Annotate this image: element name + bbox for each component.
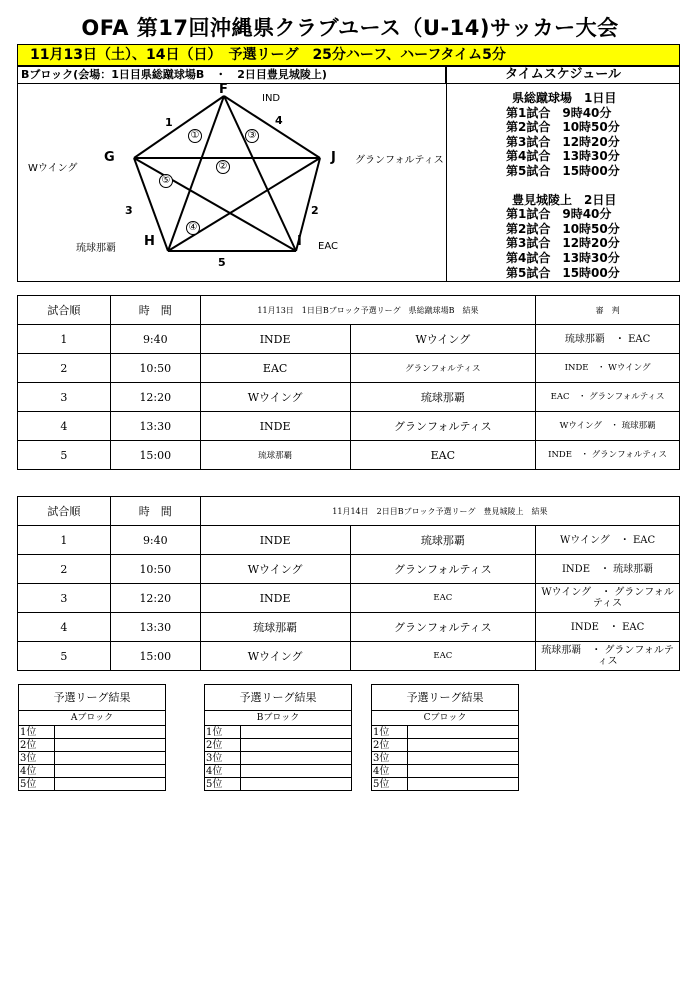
- rank-entry[interactable]: [241, 765, 352, 778]
- table-header-row: [18, 296, 680, 325]
- vertex-h: H: [144, 234, 155, 249]
- ranking-table: [18, 725, 166, 791]
- match-time: 9:40: [110, 526, 200, 555]
- table-title: 11月13日 1日目Bブロック予選リーグ 県総蹴球場B 結果: [200, 296, 535, 325]
- rank-label: 5位: [19, 778, 55, 791]
- referee: EAC ・ グランフォルティス: [536, 383, 680, 412]
- rank-entry[interactable]: [408, 778, 519, 791]
- rank-label: 5位: [205, 778, 241, 791]
- ranking-row: [205, 726, 352, 739]
- day2-slot: 第1試合 9時40分: [506, 207, 612, 222]
- results-block-a: [18, 684, 166, 791]
- col-order-header: 試合順: [18, 296, 111, 325]
- results-block-name: Aブロック: [18, 710, 166, 725]
- team-label-g: Wウイング: [28, 163, 78, 174]
- home-team: Wウイング: [200, 555, 350, 584]
- day1-venue: 県総蹴球場 1日目: [512, 91, 617, 105]
- ranking-row: [372, 739, 519, 752]
- ranking-row: [205, 752, 352, 765]
- away-team: EAC: [350, 584, 536, 613]
- referee: INDE ・ 琉球那覇: [536, 555, 680, 584]
- home-team: EAC: [200, 354, 350, 383]
- day2-slot: 第2試合 10時50分: [506, 221, 620, 236]
- edge-number: 4: [275, 114, 283, 127]
- match-number: 2: [18, 555, 111, 584]
- edge-number: 1: [165, 116, 173, 129]
- rank-label: 4位: [205, 765, 241, 778]
- home-team: Wウイング: [200, 383, 350, 412]
- edge-number: 5: [218, 256, 226, 269]
- rank-entry[interactable]: [55, 778, 166, 791]
- rank-label: 5位: [372, 778, 408, 791]
- rank-label: 2位: [205, 739, 241, 752]
- vertex-g: G: [104, 150, 115, 165]
- rank-label: 1位: [205, 726, 241, 739]
- results-block-c: [371, 684, 519, 791]
- away-team: 琉球那覇: [350, 383, 536, 412]
- match-time: 10:50: [110, 555, 200, 584]
- day2-slot: 第3試合 12時20分: [506, 236, 620, 251]
- home-team: 琉球那覇: [200, 441, 350, 470]
- day1-slot: 第4試合 13時30分: [506, 149, 620, 164]
- rank-entry[interactable]: [55, 739, 166, 752]
- ranking-row: [19, 752, 166, 765]
- block-label: Bブロック(会場：1日目県総蹴球場B ・ 2日目豊見城陵上): [18, 67, 446, 84]
- match-number: 3: [18, 584, 111, 613]
- match-number: 4: [18, 412, 111, 441]
- table-row: [18, 412, 680, 441]
- ranking-row: [19, 726, 166, 739]
- match-number: 1: [18, 325, 111, 354]
- referee: 琉球那覇 ・ EAC: [536, 325, 680, 354]
- day1-slot: 第5試合 15時00分: [506, 163, 620, 178]
- match-number: 3: [18, 383, 111, 412]
- ranking-row: [205, 765, 352, 778]
- referee: Wウイング ・ EAC: [536, 526, 680, 555]
- match-time: 12:20: [110, 584, 200, 613]
- referee: Wウイング ・ グランフォルティス: [536, 584, 680, 613]
- col-referee-header: 審 判: [536, 296, 680, 325]
- rank-label: 3位: [372, 752, 408, 765]
- table-row: [18, 642, 680, 671]
- match-marker: ④: [186, 221, 200, 235]
- match-marker: ⑤: [159, 174, 173, 188]
- match-number: 1: [18, 526, 111, 555]
- referee: INDE ・ グランフォルティス: [536, 441, 680, 470]
- match-marker: ②: [216, 160, 230, 174]
- table-row: [18, 383, 680, 412]
- col-time-header: 時 間: [110, 497, 200, 526]
- col-order-header: 試合順: [18, 497, 111, 526]
- edge-number: 3: [125, 204, 133, 217]
- team-label-h: 琉球那覇: [76, 243, 116, 254]
- col-time-header: 時 間: [110, 296, 200, 325]
- match-marker: ①: [188, 129, 202, 143]
- match-number: 2: [18, 354, 111, 383]
- ranking-row: [372, 778, 519, 791]
- day2-slot: 第5試合 15時00分: [506, 265, 620, 280]
- referee: INDE ・ EAC: [536, 613, 680, 642]
- match-time: 10:50: [110, 354, 200, 383]
- table-header-row: [18, 497, 680, 526]
- table-row: [18, 584, 680, 613]
- ranking-row: [372, 726, 519, 739]
- day1-match-table: [17, 295, 680, 470]
- results-title: 予選リーグ結果: [371, 684, 519, 710]
- match-time: 13:30: [110, 613, 200, 642]
- day2-match-table: [17, 496, 680, 671]
- team-label-f: IND: [262, 93, 281, 104]
- match-time: 12:20: [110, 383, 200, 412]
- table-title: 11月14日 2日目Bブロック予選リーグ 豊見城陵上 結果: [200, 497, 679, 526]
- away-team: グランフォルティス: [350, 354, 536, 383]
- rank-entry[interactable]: [241, 778, 352, 791]
- rank-entry[interactable]: [241, 739, 352, 752]
- match-number: 4: [18, 613, 111, 642]
- match-number: 5: [18, 642, 111, 671]
- home-team: INDE: [200, 412, 350, 441]
- away-team: グランフォルティス: [350, 555, 536, 584]
- rank-entry[interactable]: [241, 726, 352, 739]
- results-title: 予選リーグ結果: [204, 684, 352, 710]
- rank-label: 3位: [19, 752, 55, 765]
- match-time: 15:00: [110, 441, 200, 470]
- day1-slot: 第1試合 9時40分: [506, 105, 612, 120]
- away-team: 琉球那覇: [350, 526, 536, 555]
- ranking-row: [205, 739, 352, 752]
- match-time: 15:00: [110, 642, 200, 671]
- home-team: INDE: [200, 325, 350, 354]
- ranking-table: [204, 725, 352, 791]
- ranking-row: [372, 765, 519, 778]
- away-team: グランフォルティス: [350, 613, 536, 642]
- ranking-row: [19, 778, 166, 791]
- results-block-name: Cブロック: [371, 710, 519, 725]
- away-team: グランフォルティス: [350, 412, 536, 441]
- rank-label: 4位: [372, 765, 408, 778]
- time-schedule: [500, 91, 620, 280]
- table-row: [18, 555, 680, 584]
- rank-entry[interactable]: [55, 726, 166, 739]
- vertex-i: I: [297, 234, 302, 249]
- referee: Wウイング ・ 琉球那覇: [536, 412, 680, 441]
- vertex-j: J: [331, 150, 336, 165]
- rank-label: 4位: [19, 765, 55, 778]
- ranking-row: [19, 765, 166, 778]
- schedule-banner: 11月13日（土）、14日（日） 予選リーグ 25分ハーフ、ハーフタイム5分: [17, 44, 680, 66]
- referee: 琉球那覇 ・ グランフォルティス: [536, 642, 680, 671]
- home-team: Wウイング: [200, 642, 350, 671]
- team-label-j: グランフォルティス: [355, 155, 444, 166]
- table-row: [18, 441, 680, 470]
- results-block-name: Bブロック: [204, 710, 352, 725]
- table-row: [18, 526, 680, 555]
- page-title: OFA 第17回沖縄県クラブユース（U-14)サッカー大会: [81, 16, 619, 40]
- rank-entry[interactable]: [408, 739, 519, 752]
- rank-entry[interactable]: [408, 765, 519, 778]
- match-time: 13:30: [110, 412, 200, 441]
- rank-entry[interactable]: [55, 752, 166, 765]
- match-marker: ③: [245, 129, 259, 143]
- rank-label: 1位: [372, 726, 408, 739]
- rank-label: 1位: [19, 726, 55, 739]
- results-block-b: [204, 684, 352, 791]
- edge-number: 2: [311, 204, 319, 217]
- ranking-row: [205, 778, 352, 791]
- rank-entry[interactable]: [55, 765, 166, 778]
- home-team: 琉球那覇: [200, 613, 350, 642]
- vertex-f: F: [219, 82, 228, 97]
- info-divider: [446, 66, 447, 282]
- referee: INDE ・ Wウイング: [536, 354, 680, 383]
- day2-venue: 豊見城陵上 2日目: [512, 192, 617, 207]
- day2-slot: 第4試合 13時30分: [506, 250, 620, 265]
- rank-entry[interactable]: [241, 752, 352, 765]
- away-team: Wウイング: [350, 325, 536, 354]
- rank-label: 2位: [19, 739, 55, 752]
- table-row: [18, 325, 680, 354]
- match-time: 9:40: [110, 325, 200, 354]
- rank-entry[interactable]: [408, 752, 519, 765]
- away-team: EAC: [350, 642, 536, 671]
- table-row: [18, 354, 680, 383]
- table-row: [18, 613, 680, 642]
- rank-entry[interactable]: [408, 726, 519, 739]
- schedule-title: タイムスケジュール: [447, 67, 679, 84]
- results-title: 予選リーグ結果: [18, 684, 166, 710]
- home-team: INDE: [200, 584, 350, 613]
- day1-slot: 第3試合 12時20分: [506, 134, 620, 149]
- rank-label: 2位: [372, 739, 408, 752]
- away-team: EAC: [350, 441, 536, 470]
- match-number: 5: [18, 441, 111, 470]
- league-diagram: [18, 84, 446, 282]
- ranking-table: [371, 725, 519, 791]
- ranking-row: [372, 752, 519, 765]
- ranking-row: [19, 739, 166, 752]
- rank-label: 3位: [205, 752, 241, 765]
- team-label-i: EAC: [318, 241, 338, 252]
- home-team: INDE: [200, 526, 350, 555]
- day1-slot: 第2試合 10時50分: [506, 120, 620, 135]
